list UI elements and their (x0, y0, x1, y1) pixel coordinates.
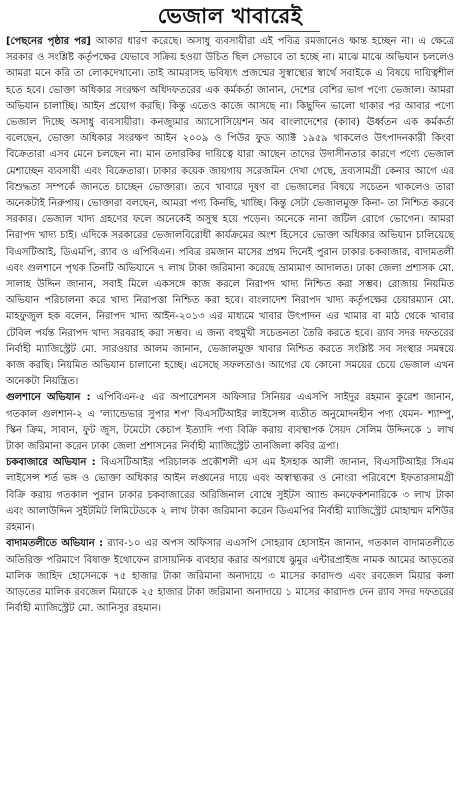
section-badamtoli (6, 536, 454, 617)
section-text-chawkbazar: বিএসটিআইর পরিচালক প্রকৌশলী এস এম ইসহাক আলী জানান, বিএসটিআইর সিএম লাইসেন্স শর্ত ভঙ্গ ও ভোক্তা অধিকার আইন লঙ্ঘনের দায়ে এবং অস্বাস্থ্যকর ও নোংরা পরিবেশে ইফতারসামগ্রী বিক্রি করায় গতকাল পুরান ঢাকার চকবাজারের অরিজিনাল বোম্বে সুইটস অ্যান্ড কনফেকশনারিকে ৩ লাখ টাকা এবং আলাউদ্দিন সুইটমিট লিমিটেডকে ২ লাখ টাকা জরিমানা করেন ডিএমপির নির্বাহী ম্যাজিস্ট্রেট মোহাম্মদ মশিউর রহমান। (6, 457, 454, 534)
article-body (6, 34, 454, 617)
section-text-gulshan: এপিবিএন-৫ এর অপারেশনস অফিসার সিনিয়র এএসপি সাইদুর রহমান কুরেশ জানান, গতকাল গুলশান-২ এ 'ল্যান্ডেভার সুপার শপ' বিএসটিআইর লাইসেন্স ব্যতীত অনুমোদনহীন পণ্য যেমন- শ্যাম্পু, স্কিন ক্রিম, সাবান, ফুট জুস, টমেটো কেচাপ ইত্যাদি পণ্য বিক্রি করায় ব্যবস্থাপক সৈয়দ সেলিম উদ্দিনকে ১ লাখ টাকা জরিমানা করেন ঢাকা জেলা প্রশাসনের নির্বাহী ম্যাজিস্ট্রেট তানজিলা কবির ত্রপা। (6, 392, 454, 453)
section-label-chawkbazar: চকবাজারে অভিযান : (6, 457, 96, 469)
section-label-gulshan: গুলশানে অভিযান : (6, 392, 91, 404)
section-chawkbazar (6, 455, 454, 536)
section-gulshan (6, 390, 454, 455)
section-label-badamtoli: বাদামতলীতে অভিযান : (6, 538, 104, 550)
lead-paragraph (6, 34, 454, 390)
section-text-badamtoli: র‌্যাব-১০ এর অপস অফিসার এএসপি সোহরাব হোসাইন জানান, গতকাল বাদামতলীতে অতিরিক্ত পরিমাণে বিষাক্ত ইথোফেন রাসায়নিক ব্যবহার করার অপরাধে ঝুমুর এন্টারপ্রাইজ নামক আমের আড়তের মালিক জাহিদ হোসেনকে ৭৫ হাজার টাকা জরিমানা অনাদায়ে ৩ মাসের কারাদণ্ড এবং রবজেল মিয়ার কলা আড়তের মালিক রবজেল মিয়াকে ২৫ হাজার টাকা জরিমানা অনাদায়ে ১ মাসের কারাদণ্ড দেন র‌্যাব সদর দফতরের নির্বাহী ম্যাজিস্ট্রেট মো. আনিসুর রহমান। (6, 538, 454, 615)
newspaper-clipping (0, 2, 459, 797)
headline-container (140, 2, 320, 32)
headline: ভেজাল খাবারেই (157, 4, 303, 28)
continuation-label: [পেছনের পৃষ্ঠার পর] (6, 36, 91, 47)
lead-text: আকার ধারণ করেছে। অসাধু ব্যবসায়ীরা এই পবিত্র রমজানেও ক্ষান্ত হচ্ছেন না। এ ক্ষেত্রে সরকার ও সংশ্লিষ্ট কর্তৃপক্ষের যেভাবে সক্রিয় হওয়া উচিত ছিল সেভাবে তা হচ্ছে না। মাঝে মাঝে অভিযান চললেও আমরা মনে করি তা লোকদেখানো। তাই আমরাসহ ভবিষ্যৎ প্রজন্মের সুস্বাস্থ্যের স্বার্থে সবাইকে এ বিষয়ে দায়িত্বশীল হতে হবে। ভোক্তা অধিকার সংরক্ষণ অধিদফতরের এক কর্মকর্তা জানান, দেশের বেশির ভাগ পণ্যে ভেজাল। আমরা অভিযান চালাচ্ছি। আইন প্রয়োগ করছি। কিন্তু এতেও কাজে আসছে না। কিছুদিন ভালো থাকার পর আবার পণ্যে ভেজাল দিচ্ছে অসাধু ব্যবসায়ীরা। কনজ্যুমার অ্যাসোসিয়েশন অব বাংলাদেশের (ক্যাব) ঊর্ধ্বতন এক কর্মকর্তা বলেছেন, ভোক্তা অধিকার সংরক্ষণ আইন ২০০৯ ও পিউর ফুড অ্যাক্ট ১৯৫৯ থাকলেও উৎপাদনকারী কিংবা বিক্রেতারা এসব মেনে চলছেন না। মান তদারকির দায়িত্বে যারা আছেন তাদের উদাসীনতার কারণে পণ্যে ভেজাল মেশাচ্ছেন ব্যবসায়ী এবং বিক্রেতারা। ঢাকার কয়েক জায়গায় সরেজমিন দেখা গেছে, দ্রব্যসামগ্রী কেনার আগে এর বিশুদ্ধতা সম্পর্কে জানতে চাচ্ছেন ভোক্তারা। তবে খাবারে দূষণ বা ভেজালের বিষয়ে সচেতন থাকলেও তারা অনেকটাই নিরুপায়। ভোক্তারা বলছেন, আমরা পণ্য কিনছি, খাচ্ছি। কিন্তু সেটা ভেজালমুক্ত কিনা- তা নিশ্চিত করবে সরকার। ভেজাল খাদ্য গ্রহণের ফলে অনেকেই অসুস্থ হয়ে পড়েন। অনেকে নানা জটিল রোগে ভোগেন। আমরা নিরাপদ খাদ্য চাই। এদিকে সরকারের ভেজালবিরোধী কার্যক্রমের অংশ হিসেবে ভোক্তা অধিকার অভিযান চালিয়েছে বিএসটিআই, ডিএমপি, র‌্যাব ও এপিবিএন। পবিত্র রমজান মাসের প্রথম দিনেই পুরান ঢাকার চকবাজার, বাদামতলী এবং গুলশানে পৃথক তিনটি অভিযানে ৭ লাখ টাকা জরিমানা করেছে ভ্রাম্যমাণ আদালত। ঢাকা জেলা প্রশাসক মো. সালাহ উদ্দিন জানান, সবাই মিলে একসঙ্গে কাজ করলে নিরাপদ খাদ্য নিশ্চিত করা সম্ভব। রোজায় নিয়মিত অভিযান পরিচালনা করে খাদ্য নিরাপত্তা নিশ্চিত করা হবে। বাংলাদেশ নিরাপদ খাদ্য কর্তৃপক্ষের চেয়ারম্যান মো. মাহফুজুল হক বলেন, নিরাপদ খাদ্য আইন-২০১৩ এর মাধ্যমে খাবার উৎপাদন এর খামার বা মাঠ থেকে খাবার টেবিল পর্যন্ত নিরাপদ খাদ্য সরবরাহ করা সম্ভব। এ জন্য বহুমুখী সচেতনতা তৈরি করতে হবে। র‌্যাব সদর দফতরের নির্বাহী ম্যাজিস্ট্রেট মো. সারওয়ার আলম জানান, ভেজালমুক্ত খাবার নিশ্চিত করতে সংশ্লিষ্ট সব সংস্থার সমন্বয়ে কাজ করছি। নিয়মিত অভিযান চালানো হচ্ছে। এসেছে সফলতাও। আগের যে কোনো সময়ের চেয়ে ভেজাল এখন অনেকটা নিয়ন্ত্রিত। (6, 36, 454, 388)
